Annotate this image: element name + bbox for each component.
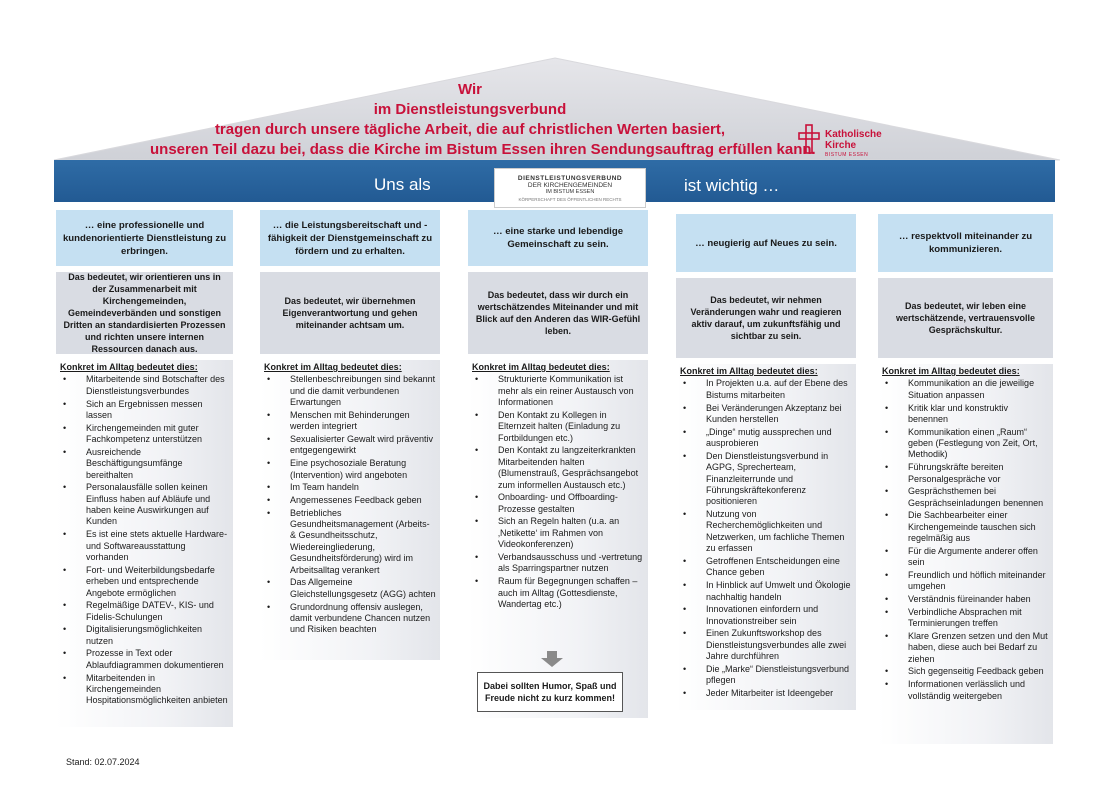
list-item: • Den Kontakt zu langzeiterkrankten Mitarbeitenden halten (Blumenstrauß, Gesprächsangebot zum informellen Austausch etc.) bbox=[472, 445, 644, 491]
konkret-heading-5: Konkret im Alltag bedeutet dies: bbox=[882, 366, 1020, 376]
goal-box-1 bbox=[56, 210, 233, 266]
logo-line-1: Katholische bbox=[825, 129, 882, 140]
list-item: • Mitarbeitende sind Botschafter des Dienstleistungsverbundes bbox=[60, 374, 229, 397]
meaning-box-2 bbox=[260, 272, 440, 354]
list-item: • Für die Argumente anderer offen sein bbox=[882, 546, 1049, 569]
list-item: • Betriebliches Gesundheitsmanagement (Arbeits- & Gesundheitsschutz, Wiedereingliederung, Gesundheitsförderung) wird im Arbeitsalltag verankert bbox=[264, 508, 436, 576]
list-item: • Jeder Mitarbeiter ist Ideengeber bbox=[680, 688, 852, 699]
meaning-box-3 bbox=[468, 272, 648, 354]
list-item: • Freundlich und höflich miteinander umgehen bbox=[882, 570, 1049, 593]
list-item: • Führungskräfte bereiten Personalgespräche vor bbox=[882, 462, 1049, 485]
konkret-box-1 bbox=[56, 360, 233, 727]
goal-box-5 bbox=[878, 214, 1053, 272]
list-item: • Verbandsausschuss und -vertretung als Sparringspartner nutzen bbox=[472, 552, 644, 575]
logo-line-2: Kirche bbox=[825, 140, 857, 151]
konkret-heading-1: Konkret im Alltag bedeutet dies: bbox=[60, 362, 198, 372]
meaning-text-1: Das bedeutet, wir orientieren uns in der Zusammenarbeit mit Kirchengemeinden, Gemeindeverbänden und sonstigen Dritten an standardisierten Prozessen und richten unsere internen Ressourcen danach aus. bbox=[63, 272, 226, 354]
list-item: • Die Sachbearbeiter einer Kirchengemeinde tauschen sich regelmäßig aus bbox=[882, 510, 1049, 544]
house-title bbox=[150, 80, 816, 160]
humor-note-text: Dabei sollten Humor, Spaß und Freude nicht zu kurz kommen! bbox=[483, 681, 617, 703]
list-item: • Sich an Ergebnissen messen lassen bbox=[60, 399, 229, 422]
list-item: • Prozesse in Text oder Ablaufdiagrammen dokumentieren bbox=[60, 648, 229, 671]
list-item: • In Projekten u.a. auf der Ebene des Bistums mitarbeiten bbox=[680, 378, 852, 401]
cross-icon bbox=[798, 124, 820, 154]
meaning-box-5 bbox=[878, 278, 1053, 358]
title-line-3: tragen durch unsere tägliche Arbeit, die auf christlichen Werten basiert, bbox=[214, 121, 726, 138]
list-item: • Sich gegenseitig Feedback geben bbox=[882, 666, 1049, 677]
title-line-1: Wir bbox=[457, 81, 483, 98]
katholische-kirche-logo bbox=[798, 124, 908, 158]
dienstleistungsverbund-logo bbox=[494, 168, 646, 208]
list-item: • Strukturierte Kommunikation ist mehr als ein reiner Austausch von Informationen bbox=[472, 374, 644, 408]
list-item: • Ausreichende Beschäftigungsumfänge bereithalten bbox=[60, 447, 229, 481]
konkret-list-4 bbox=[680, 378, 852, 699]
title-line-2: im Dienstleistungsverbund bbox=[373, 101, 567, 118]
band-right-text: ist wichtig … bbox=[684, 176, 780, 195]
list-item: • Raum für Begegnungen schaffen – auch im Alltag (Gottesdienste, Wandertag etc.) bbox=[472, 576, 644, 610]
meaning-text-2: Das bedeutet, wir übernehmen Eigenverantwortung und gehen miteinander achtsam um. bbox=[282, 296, 418, 330]
list-item: • Getroffenen Entscheidungen eine Chance geben bbox=[680, 556, 852, 579]
humor-note-box bbox=[477, 672, 623, 712]
goal-box-3 bbox=[468, 210, 648, 266]
goal-text-5: … respektvoll miteinander zu kommunizieren. bbox=[898, 231, 1033, 255]
list-item: • Verbindliche Absprachen mit Terminierungen treffen bbox=[882, 607, 1049, 630]
konkret-heading-2: Konkret im Alltag bedeutet dies: bbox=[264, 362, 402, 372]
konkret-heading-4: Konkret im Alltag bedeutet dies: bbox=[680, 366, 818, 376]
goal-box-4 bbox=[676, 214, 856, 272]
list-item: • Mitarbeitenden in Kirchengemeinden Hospitationsmöglichkeiten anbieten bbox=[60, 673, 229, 707]
list-item: • Stellenbeschreibungen sind bekannt und die damit verbundenen Erwartungen bbox=[264, 374, 436, 408]
meaning-text-4: Das bedeutet, wir nehmen Veränderungen wahr und reagieren aktiv darauf, um zukunftsfähig und sichtbar zu sein. bbox=[690, 295, 842, 341]
goal-text-2: … die Leistungsbereitschaft und -fähigkeit der Dienstgemeinschaft zu fördern und zu erhalten. bbox=[267, 219, 433, 257]
dlv-line-1: DIENSTLEISTUNGSVERBUND bbox=[517, 175, 623, 182]
list-item: • Das Allgemeine Gleichstellungsgesetz (AGG) achten bbox=[264, 577, 436, 600]
list-item: • Fort- und Weiterbildungsbedarfe erheben und entsprechende Angebote ermöglichen bbox=[60, 565, 229, 599]
konkret-box-4 bbox=[676, 364, 856, 710]
list-item: • Im Team handeln bbox=[264, 482, 436, 493]
list-item: • Nutzung von Recherchemöglichkeiten und Netzwerken, um fachliche Themen zu erfassen bbox=[680, 509, 852, 555]
list-item: • Angemessenes Feedback geben bbox=[264, 495, 436, 506]
list-item: • Den Kontakt zu Kollegen in Elternzeit halten (Einladung zu Fortbildungen etc.) bbox=[472, 410, 644, 444]
list-item: • Kritik klar und konstruktiv benennen bbox=[882, 403, 1049, 426]
list-item: • Klare Grenzen setzen und den Mut haben, diese auch bei Bedarf zu ziehen bbox=[882, 631, 1049, 665]
stand-date: Stand: 02.07.2024 bbox=[66, 757, 140, 767]
list-item: • Sich an Regeln halten (u.a. an ‚Netikette‘ im Rahmen von Videokonferenzen) bbox=[472, 516, 644, 550]
meaning-text-5: Das bedeutet, wir leben eine wertschätzende, vertrauensvolle Gesprächskultur. bbox=[895, 301, 1036, 335]
goal-text-3: … eine starke und lebendige Gemeinschaft zu sein. bbox=[492, 226, 624, 250]
logo-line-3: BISTUM ESSEN bbox=[825, 152, 869, 158]
dlv-line-3: IM BISTUM ESSEN bbox=[545, 189, 595, 195]
list-item: • Sexualisierter Gewalt wird präventiv entgegengewirkt bbox=[264, 434, 436, 457]
goal-text-4: … neugierig auf Neues zu sein. bbox=[695, 237, 837, 249]
goal-box-2 bbox=[260, 210, 440, 266]
list-item: • Verständnis füreinander haben bbox=[882, 594, 1049, 605]
goal-text-1: … eine professionelle und kundenorientierte Dienstleistung zu erbringen. bbox=[62, 219, 227, 257]
list-item: • Grundordnung offensiv auslegen, damit verbundene Chancen nutzen und Risiken beachten bbox=[264, 602, 436, 636]
list-item: • Es ist eine stets aktuelle Hardware- und Softwareausstattung vorhanden bbox=[60, 529, 229, 563]
list-item: • Gesprächsthemen bei Gesprächseinladungen benennen bbox=[882, 486, 1049, 509]
konkret-list-1 bbox=[60, 374, 229, 706]
list-item: • In Hinblick auf Umwelt und Ökologie nachhaltig handeln bbox=[680, 580, 852, 603]
konkret-heading-3: Konkret im Alltag bedeutet dies: bbox=[472, 362, 610, 372]
list-item: • Den Dienstleistungsverbund in AGPG, Sprecherteam, Finanzleiterrunde und Führungskräftekonferenz positionieren bbox=[680, 451, 852, 508]
meaning-text-3: Das bedeutet, dass wir durch ein wertschätzendes Miteinander und mit Blick auf den Anderen das WIR-Gefühl leben. bbox=[475, 290, 641, 336]
list-item: • Personalausfälle sollen keinen Einfluss haben auf Abläufe und haben keine Auswirkungen auf Kunden bbox=[60, 482, 229, 528]
list-item: • Kommunikation einen „Raum“ geben (Festlegung von Zeit, Ort, Methodik) bbox=[882, 427, 1049, 461]
band-left-text: Uns als bbox=[374, 175, 431, 194]
dlv-line-2: DER KIRCHENGEMEINDEN bbox=[527, 182, 613, 189]
list-item: • Einen Zukunftsworkshop des Dienstleistungsverbundes alle zwei Jahre durchführen bbox=[680, 628, 852, 662]
title-line-4: unseren Teil dazu bei, dass die Kirche im Bistum Essen ihren Sendungsauftrag erfüllen kann. bbox=[150, 141, 816, 158]
konkret-list-3 bbox=[472, 374, 644, 610]
konkret-list-2 bbox=[264, 374, 436, 635]
list-item: • Die „Marke“ Dienstleistungsverbund pflegen bbox=[680, 664, 852, 687]
meaning-box-4 bbox=[676, 278, 856, 358]
list-item: • Informationen verlässlich und vollständig weitergeben bbox=[882, 679, 1049, 702]
arrow-down-icon bbox=[540, 651, 564, 667]
list-item: • Kommunikation an die jeweilige Situation anpassen bbox=[882, 378, 1049, 401]
konkret-list-5 bbox=[882, 378, 1049, 702]
list-item: • Onboarding- und Offboarding-Prozesse gestalten bbox=[472, 492, 644, 515]
list-item: • Kirchengemeinden mit guter Fachkompetenz unterstützen bbox=[60, 423, 229, 446]
konkret-box-2 bbox=[260, 360, 440, 660]
dlv-line-4: KÖRPERSCHAFT DES ÖFFENTLICHEN RECHTS bbox=[518, 197, 622, 202]
meaning-box-1 bbox=[56, 272, 233, 354]
konkret-box-5 bbox=[878, 364, 1053, 744]
list-item: • Digitalisierungsmöglichkeiten nutzen bbox=[60, 624, 229, 647]
list-item: • Menschen mit Behinderungen werden integriert bbox=[264, 410, 436, 433]
list-item: • Regelmäßige DATEV-, KIS- und Fidelis-Schulungen bbox=[60, 600, 229, 623]
list-item: • „Dinge“ mutig aussprechen und ausprobieren bbox=[680, 427, 852, 450]
list-item: • Bei Veränderungen Akzeptanz bei Kunden herstellen bbox=[680, 403, 852, 426]
list-item: • Innovationen einfordern und Innovationstreiber sein bbox=[680, 604, 852, 627]
list-item: • Eine psychosoziale Beratung (Intervention) wird angeboten bbox=[264, 458, 436, 481]
